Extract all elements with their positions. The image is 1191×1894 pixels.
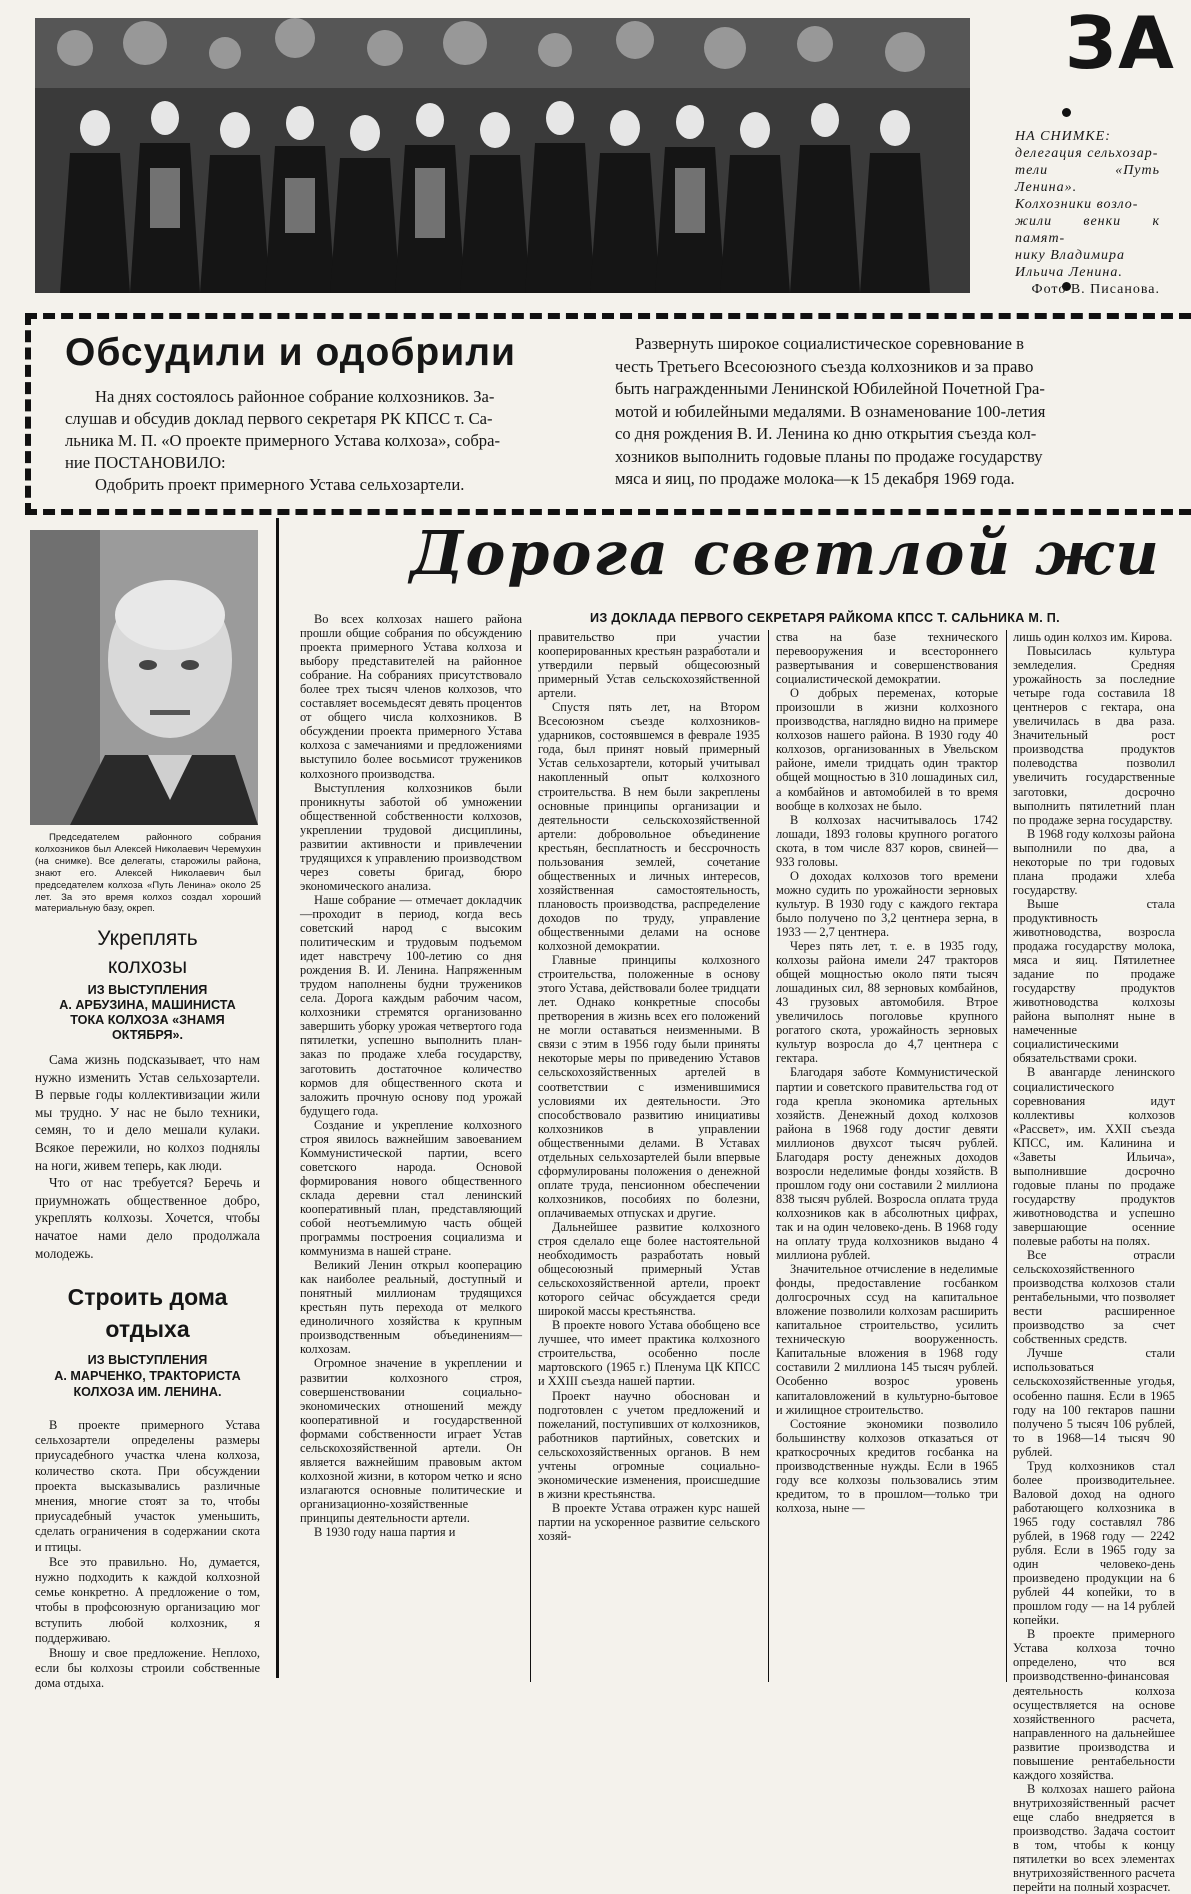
paragraph: Наше собрание — отмечает докладчик—проходит в период, когда весь советский народ с высоким политическим и трудовым подъемом идет навстречу 100-летию со дня рождения В. И. Ленина. Напряженным трудом наполнены будни тружеников села. Дорога каждым рабочим часом, колхозники стремятся организованно завершить уборку урожая четвертого года пятилетки, успешно выполнить план-заказ по продаже хлеба государству, заготовить достаточное количество кормов для общественного скота и заложить прочную основу под урожай будущего года. — [300, 892, 522, 1118]
paragraph: Спустя пять лет, на Втором Всесоюзном съезде колхозников-ударников, состоявшемся в феврале 1935 года, был принят новый примерный Устав сельхозартели, который учитывал накопленный опыт колхозного строительства. В нем были закреплены основные принципы организации и деятельности сельскохозяйственной артели: добровольное объединение крестьян, бесплатность и бессрочность пользования землей, сочетание общественных и личных интересов, хозяйственная самостоятельность, плановость производства, распределение доходов по труду, управление общественными делами на основе колхозной демократии. — [538, 700, 760, 954]
article2-body — [35, 1418, 260, 1691]
paragraph: Благодаря заботе Коммунистической партии и советского правительства год от года крепла экономика артельных хозяйств. Денежный доход колхозов района в 1968 году достиг девяти миллионов двухсот тысяч рублей. Благодаря росту денежных доходов возросли неделимые фонды хозяйств. В прошлом году они составили 2 миллиона 838 тысяч рублей. Возросла оплата труда колхозников как в абсолютных цифрах, так и на один человеко-день. В 1968 году на оплату труда колхозников выдано 4 миллиона рублей. — [776, 1065, 998, 1263]
paragraph: О доходах колхозов того времени можно судить по урожайности зерновых культур. В 1930 году с каждого гектара было получено по 3,2 центнера зерна, в 1933 — 2,7 центнера. — [776, 868, 998, 939]
paragraph: Проект научно обоснован и подготовлен с учетом предложений и пожеланий, поступивших от колхозников, работников партийных, советских и сельскохозяйственных органов. В нем учтены огромные социально-экономические изменения, происшедшие в жизни крестьянства. — [538, 1388, 760, 1501]
paragraph: Значительное отчисление в неделимые фонды, предоставление госбанком долгосрочных ссуд на капитальное вложение позволили колхозам расширить капитальное строительство, усилить техническую вооруженность. Капитальные вложения в 1968 году составили 2 миллиона 145 тысяч рублей. Особенно возрос уровень капиталовложений в культурно-бытовое и жилищное строительство. — [776, 1262, 998, 1417]
paragraph: Все отрасли сельскохозяйственного производства колхозов стали рентабельными, что позволяет вести расширенное производство за счет собственных средств. — [1013, 1248, 1175, 1347]
main-col-3 — [776, 630, 998, 1682]
paragraph: Повысилась культура земледелия. Средняя урожайность за последние четыре года составила 18 центнеров с гектара, она увеличилась в два раза. Значительный рост производства продуктов полеводства позволил увеличить государственные заготовки, досрочно выполнить пятилетний план по продаже зерна государству. — [1013, 644, 1175, 827]
paragraph: Через пять лет, т. е. в 1935 году, колхозы района имели 247 тракторов общей мощностью около пяти тысяч лошадиных сил, 88 зерновых комбайнов, 43 грузовых автомобиля. Втрое увеличилось поголовье крупного рогатого скота, урожайность зерновых культур возросла до 4,7 центнера с гектара. — [776, 939, 998, 1066]
caption-line: Колхозники возло- — [1015, 197, 1139, 212]
resolution-right-text — [615, 333, 1175, 491]
main-subtitle: ИЗ ДОКЛАДА ПЕРВОГО СЕКРЕТАРЯ РАЙКОМА КПСС Т. САЛЬНИКА М. П. — [590, 611, 1060, 625]
main-col-2 — [538, 630, 760, 1682]
resolution-line: Одобрить проект примерного Устава сельхозартели. — [95, 475, 465, 494]
byline-source: ИЗ ВЫСТУПЛЕНИЯ — [87, 1353, 208, 1367]
heading-line: отдыха — [105, 1316, 190, 1342]
resolution-line: Развернуть широкое социалистическое соревнование в — [635, 334, 1024, 353]
resolution-line: слушав и обсудив доклад первого секретаря РК КПСС т. Са- — [65, 409, 493, 428]
heading-line: Укреплять — [97, 927, 198, 950]
byline-author: А. АРБУЗИНА, МАШИНИСТА — [59, 998, 236, 1012]
resolution-line: со дня рождения В. И. Ленина ко дню открытия съезда кол- — [615, 424, 1037, 443]
paragraph: В проекте Устава отражен курс нашей партии на ускоренное развитие сельского хозяй- — [538, 1500, 760, 1543]
paragraph: В 1930 году наша партия и — [314, 1525, 456, 1540]
paragraph: Огромное значение в укреплении и развитии колхозного строя, совершенствовании социально-экономических отношений между кооперативной и государственной формами собственности играет Устав сельскохозяйственной артели. Он является важнейшим правовым актом колхозной жизни, в котором четко и ясно излагаются основные политические и организационно-хозяйственные принципы деятельности артели. — [300, 1356, 522, 1525]
paragraph: Лучше стали использоваться сельскохозяйственные угодья, особенно пашня. Если в 1965 году на 100 гектаров пашни получено 5 тысяч 106 рублей, то в 1968—14 тысяч 90 рублей. — [1013, 1346, 1175, 1459]
paragraph: В проекте примерного Устава колхоза точно определено, что вся производственно-финансовая деятельность колхоза осуществляется на основе хозяйственного расчета, направленного на дальнейшее развитие производства и повышение рентабельности каждого хозяйства. — [1013, 1627, 1175, 1782]
resolution-line: мотой и юбилейными медалями. В ознаменование 100-летия — [615, 401, 1046, 421]
delegation-photo — [35, 18, 970, 293]
main-col-1 — [300, 612, 522, 1682]
paragraph: Сама жизнь подсказывает, что нам нужно изменить Устав сельхозартели. В первые годы коллективизации жили мы трудно. У нас не было техники, семян, то и дело мешали кулаки. Всякое пережили, но колхоз поднялы на ноги, живем теперь, как люди. — [35, 1052, 260, 1173]
paragraph: Создание и укрепление колхозного строя явилось важнейшим завоеванием Коммунистической партии, всего советского народа. Основой формирования нового общественного склада деревни стал ленинский кооперативный план, представляющий собой неотъемлимую часть общей программы построения социализма и коммунизма в нашей стране. — [300, 1117, 522, 1259]
main-col-4 — [1013, 630, 1175, 1894]
resolution-line: льника М. П. «О проекте примерного Устава колхоза», собра- — [65, 431, 500, 450]
paragraph: В авангарде ленинского социалистического соревнования идут коллективы колхозов «Рассвет», им. XXII съезда КПСС, им. Калинина и «Заветы Ильича», выполнившие досрочно годовые планы по продаже государству продуктов животноводства и успешно завершающие осенние полевые работы на полях. — [1013, 1065, 1175, 1249]
paragraph: В проекте нового Устава обобщено все лучшее, что имеет практика колхозного строительства, особенно после мартовского (1965 г.) Пленума ЦК КПСС и XXIII съезда нашей партии. — [538, 1318, 760, 1389]
resolution-line: быть награжденными Ленинской Юбилейной Почетной Гра- — [615, 379, 1045, 398]
paragraph: ства на базе технического перевооружения и всестороннего развертывания и совершенствования социалистической демократии. — [776, 630, 998, 687]
column-rule — [276, 518, 279, 1678]
paragraph: В 1968 году колхозы района выполнили по два, а некоторые по три годовых плана продажи хлеба государству. — [1013, 826, 1175, 897]
paragraph: Дальнейшее развитие колхозного строя сделало еще более настоятельной необходимость разработать новый общесоюзный примерный Устав сельскохозяйственной артели, проект которого сейчас обсуждается среди широкой массы крестьянства. — [538, 1219, 760, 1319]
paragraph: В проекте примерного Устава сельхозартели определены размеры приусадебного участка члена колхоза, количество скота. При обсуждении проекта высказывались различные мнения, многие стоят за то, чтобы приусадебный участок уменьшить, сделать ограничения в содержании скота и птицы. — [35, 1418, 260, 1554]
column-rule — [1006, 630, 1007, 1682]
bullet-icon — [1062, 108, 1071, 117]
paragraph: Что от нас требуется? Беречь и приумножать общественное добро, укреплять колхозы. Хочется, чтобы начатое нами дело продолжала молодежь. — [35, 1175, 260, 1261]
byline-author: А. МАРЧЕНКО, ТРАКТОРИСТА — [54, 1369, 241, 1383]
caption-lead: НА СНИМКЕ: — [1015, 129, 1111, 144]
paragraph: В колхозах насчитывалось 1742 лошади, 1893 головы крупного рогатого скота, в том числе 837 коров, свиней—933 головы. — [776, 812, 998, 869]
paragraph: Труд колхозников стал более производительнее. Валовой доход на одного работающего колхозника в 1965 году составлял 786 рублей, в 1968 году — 2242 рубля. Если в 1965 году за один человеко-день произведено продукции на 6 рублей 44 копейки, то в прошлом году — на 14 рублей копейки. — [1013, 1458, 1175, 1628]
resolution-title: Обсудили и одобрили — [65, 331, 516, 374]
portrait-photo — [30, 530, 258, 825]
byline-author: КОЛХОЗА ИМ. ЛЕНИНА. — [73, 1385, 222, 1399]
paragraph: Вношу и свое предложение. Неплохо, если бы колхозы строили собственные дома отдыха. — [35, 1646, 260, 1691]
paragraph: Все это правильно. Но, думается, нужно подходить к каждой колхозной семье конкретно. А предложение о том, чтобы в профсоюзную организацию мог вступить любой колхозник, я поддерживаю. — [35, 1554, 260, 1645]
photo-caption — [1015, 128, 1160, 298]
article2-byline — [35, 1352, 260, 1400]
portrait-caption: Председателем районного собрания колхозников был Алексей Николаевич Черемухин (на снимке). Все делегаты, старожилы района, знают его. Алексей Николаевич был председателем колхоза «Путь Ленина» около 25 лет. За это время колхоз создал хороший материальную базу, окреп. — [35, 832, 261, 915]
caption-line: Ильича Ленина. — [1015, 265, 1123, 280]
photo-credit: Фото В. Писанова. — [1031, 282, 1160, 297]
caption-line: делегация сельхозар- — [1015, 146, 1159, 161]
byline-author: ОКТЯБРЯ». — [111, 1028, 184, 1042]
heading-line: Строить дома — [67, 1284, 228, 1310]
resolution-line: ние ПОСТАНОВИЛО: — [65, 453, 226, 472]
paragraph: Выше стала продуктивность животноводства, возросла продажа государству молока, мяса и яиц. Пятилетнее задание по продаже государству продуктов животноводства колхозы района выполнят ныне в намеченные социалистическими обязательствами сроки. — [1013, 896, 1175, 1066]
article1-heading — [35, 925, 260, 981]
paragraph: правительство при участии кооперированных крестьян разработали и утвердили первый общесоюзный примерный Устав сельскохозяйственной артели. — [538, 630, 760, 701]
resolution-line: хозников выполнить годовые планы по продаже государству — [615, 446, 1043, 466]
paragraph: О добрых переменах, которые произошли в жизни колхозного производства, наглядно видно на примере колхозов нашего района. В 1930 году 40 колхозов, организованных в Увельском районе, имели тридцать один трактор общей мощностью в 310 лошадиных сил, а комбайнов и автомобилей в то время вообще в колхозах не было. — [776, 686, 998, 813]
resolution-line: мяса и яиц, по продаже молока—к 15 декабря 1969 года. — [615, 469, 1015, 488]
resolution-left-text — [65, 386, 595, 496]
caption-line: жили венки к памят- — [1015, 214, 1160, 246]
article2-heading — [35, 1281, 260, 1345]
paragraph: Во всех колхозах нашего района прошли общие собрания по обсуждению проекта примерного Устава колхоза и выбору представителей на районное собрание. На собраниях присутствовало более трех тысяч членов колхозов, что составляет восемьдесят девять процентов от общего числа колхозников. В обсуждении проекта примерного Устава колхоза с замечаниями и предложениями выступило более восьмисот тружеников колхозного производства. — [300, 612, 522, 781]
article1-byline — [35, 983, 260, 1043]
paragraph: Главные принципы колхозного строительства, положенные в основу этого Устава, действовали более тридцати лет. Однако конкретные способы претворения в жизнь всех его положений не могли оставаться неизменными. В связи с этим в 1956 году были приняты некоторые меры по приведению Уставов сельскохозяйственных артелей в соответствии с изменившимися условиями их деятельности. Это способствовало развитию инициативы колхозников в управлении общественными делами. В Уставах отдельных сельхозартелей были впервые сформулированы положения о денежной оплате труда, пенсионном обеспечении колхозников, пособиях по болезни, оплачиваемых отпусках и другие. — [538, 953, 760, 1220]
paragraph: Великий Ленин открыл кооперацию как наиболее реальный, доступный и понятный миллионам трудящихся крестьян путь перехода от мелкого единоличного хозяйства к крупным производственным объединениям—колхозам. — [300, 1258, 522, 1357]
article1-body — [35, 1051, 260, 1266]
caption-line: нику Владимира — [1015, 248, 1126, 263]
caption-line: тели «Путь Ленина». — [1015, 163, 1160, 195]
main-headline: Дорога светлой жи — [410, 519, 1161, 589]
paragraph: В колхозах нашего района внутрихозяйственный расчет еще слабо внедряется в производство. Задача состоит в том, чтобы к концу пятилетки во всех элементах внутрихозяйственного расчета перейти на полный хозрасчет. — [1013, 1781, 1175, 1894]
paragraph: Состояние экономики позволило большинству колхозов отказаться от краткосрочных кредитов госбанка на производственные нужды. Если в 1965 году все колхозы пользовались этим кредитом, то в прошлом—только три колхоза, ныне — — [776, 1416, 998, 1515]
column-rule — [530, 630, 531, 1682]
heading-line: колхозы — [107, 955, 188, 978]
paragraph: Выступления колхозников были проникнуты заботой об умножении общественной собственности колхозов, укреплении трудовой дисциплины, развитии активности и привлечении трудящихся к управлению производством через советы бригад, бюро экономического анализа. — [300, 780, 522, 893]
paragraph: лишь один колхоз им. Кирова. — [1013, 630, 1173, 644]
resolution-line: честь Третьего Всесоюзного съезда колхозников и за право — [615, 356, 1034, 376]
byline-source: ИЗ ВЫСТУПЛЕНИЯ — [87, 983, 208, 997]
column-rule — [768, 630, 769, 1682]
byline-author: ТОКА КОЛХОЗА «ЗНАМЯ — [70, 1013, 225, 1027]
masthead-corner: ЗА — [1065, 1, 1176, 85]
resolution-line: На днях состоялось районное собрание колхозников. За- — [95, 387, 495, 406]
